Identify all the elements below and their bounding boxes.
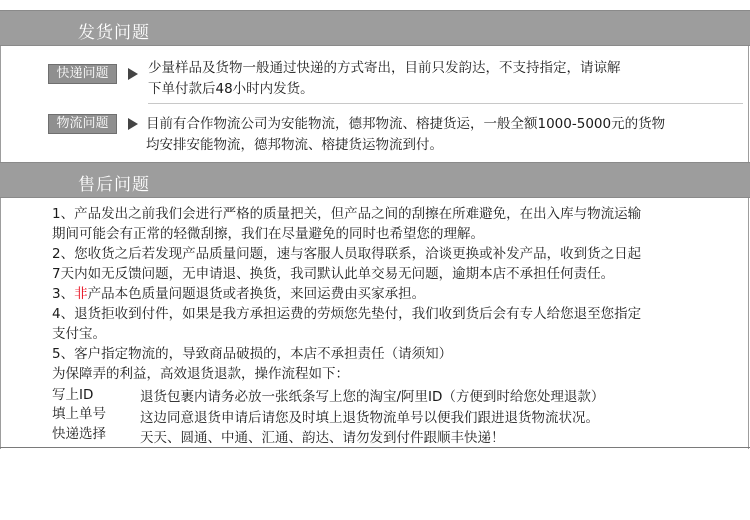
aftersales-line: 2、您收货之后若发现产品质量问题，速与客服人员取得联系，洽谈更换或补发产品，收到货之日起 (52, 246, 642, 262)
row-label-id: 写上ID (52, 387, 94, 403)
logistics-text-line-2: 均安排安能物流，德邦物流、榕捷货运物流到付。 (146, 137, 443, 153)
right-border (748, 46, 749, 449)
express-text-line-1: 少量样品及货物一般通过快递的方式寄出，目前只发韵达，不支持指定，请谅解 (148, 60, 621, 76)
aftersales-line: 5、客户指定物流的，导致商品破损的，本店不承担责任（请须知） (52, 346, 453, 362)
express-tag: 快递问题 (48, 64, 117, 84)
line3-highlight: 非 (74, 286, 88, 302)
aftersales-line-3 (52, 284, 425, 305)
shipping-section-header (0, 10, 750, 46)
divider (148, 103, 743, 104)
arrow-right-icon (128, 118, 138, 130)
row-label-courier: 快递选择 (52, 426, 106, 442)
aftersales-line: 期间可能会有正常的轻微刮擦，我们在尽量避免的同时也希望您的理解。 (52, 226, 484, 242)
aftersales-line: 1、产品发出之前我们会进行严格的质量把关，但产品之间的刮擦在所难避免，在出入库与物流运输 (52, 206, 642, 222)
row-text-id: 退货包裹内请务必放一张纸条写上您的淘宝/阿里ID（方便到时给您处理退款） (140, 389, 605, 405)
left-border (0, 46, 1, 449)
arrow-right-icon (128, 68, 138, 80)
line3-rest: 产品本色质量问题退货或者换货，来回运费由买家承担。 (87, 286, 426, 302)
aftersales-line: 4、退货拒收到付件，如果是我方承担运费的劳烦您先垫付，我们收到货后会有专人给您退至您指定 (52, 306, 642, 322)
aftersales-section-header (0, 162, 750, 198)
row-label-tracking: 填上单号 (52, 406, 106, 422)
row-text-courier: 天天、圆通、中通、汇通、韵达、请勿发到付件跟顺丰快递！ (140, 430, 505, 446)
logistics-tag: 物流问题 (48, 114, 117, 134)
shipping-section-title: 发货问题 (78, 23, 150, 43)
row-text-tracking: 这边同意退货申请后请您及时填上退货物流单号以便我们跟进退货物流状况。 (140, 410, 599, 426)
aftersales-section-title: 售后问题 (78, 175, 150, 195)
line3-prefix: 3、 (52, 286, 75, 302)
logistics-text-line-1: 目前有合作物流公司为安能物流，德邦物流、榕捷货运，一般全额1000-5000元的货物 (146, 116, 666, 132)
aftersales-line: 为保障弄的利益，高效退货退款，操作流程如下： (52, 366, 349, 382)
bottom-divider (0, 447, 750, 448)
aftersales-line: 7天内如无反馈问题，无申请退、换货，我司默认此单交易无问题，逾期本店不承担任何责任。 (52, 266, 615, 282)
aftersales-line: 支付宝。 (52, 326, 106, 342)
express-text-line-2: 下单付款后48小时内发货。 (148, 81, 314, 97)
